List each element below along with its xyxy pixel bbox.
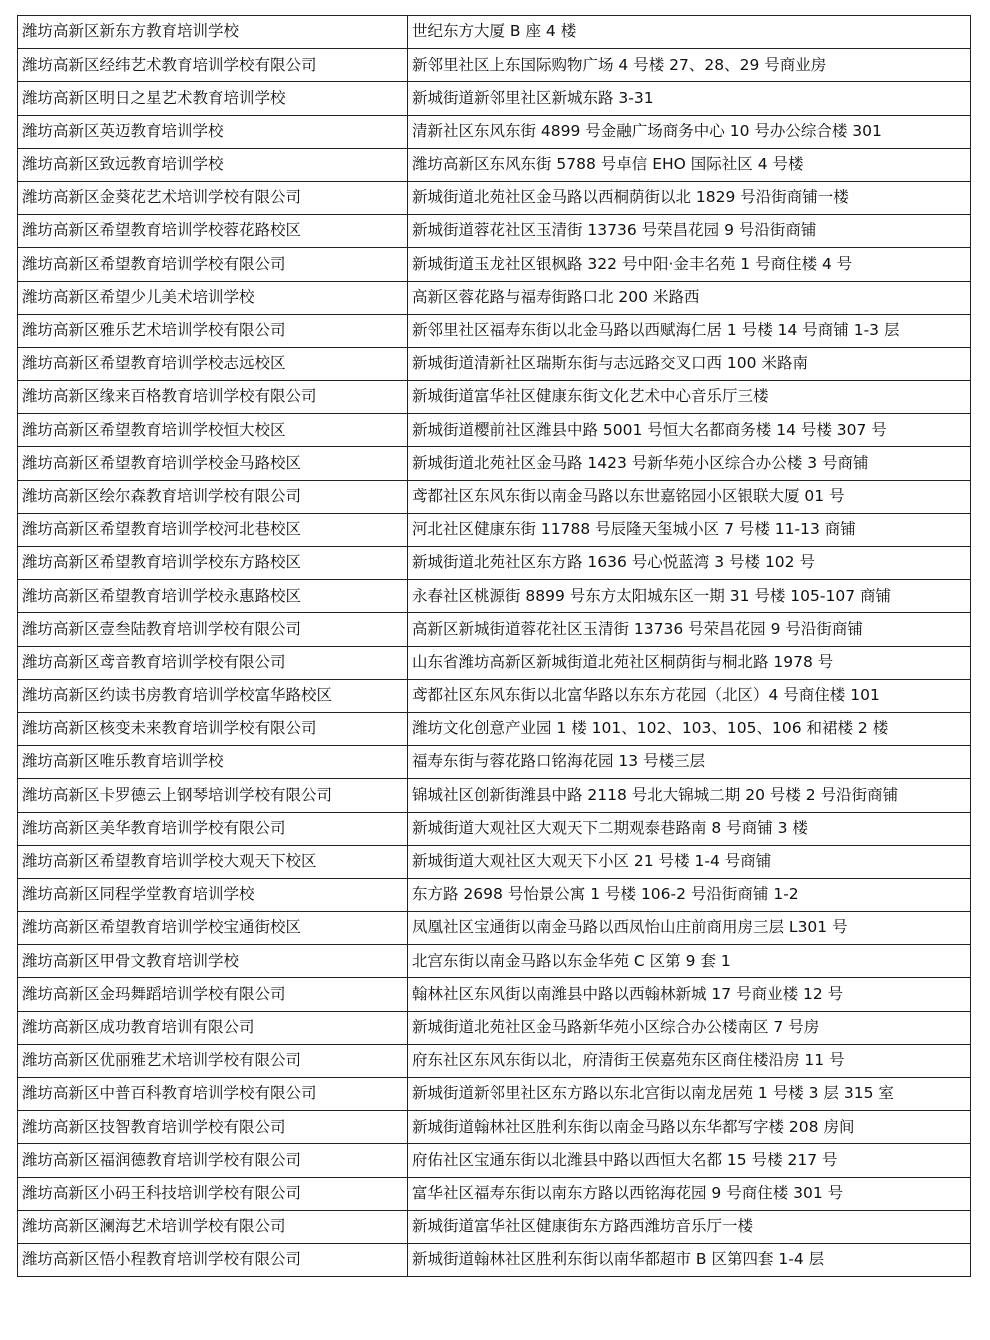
- table-row: [18, 646, 971, 679]
- school-address-cell: 新城街道樱前社区潍县中路 5001 号恒大名都商务楼 14 号楼 307 号: [408, 414, 971, 447]
- table-row: [18, 1044, 971, 1077]
- school-name-cell: 潍坊高新区希望教育培训学校金马路校区: [18, 447, 408, 480]
- school-address-cell: 世纪东方大厦 B 座 4 楼: [408, 16, 971, 49]
- school-name-cell: 潍坊高新区明日之星艺术教育培训学校: [18, 82, 408, 115]
- table-row: [18, 513, 971, 546]
- school-address-cell: 新城街道翰林社区胜利东街以南金马路以东华都写字楼 208 房间: [408, 1111, 971, 1144]
- school-name-cell: 潍坊高新区希望教育培训学校蓉花路校区: [18, 215, 408, 248]
- table-row: [18, 613, 971, 646]
- table-row: [18, 746, 971, 779]
- table-row: [18, 181, 971, 214]
- school-name-cell: 潍坊高新区壹叁陆教育培训学校有限公司: [18, 613, 408, 646]
- school-address-cell: 山东省潍坊高新区新城街道北苑社区桐荫街与桐北路 1978 号: [408, 646, 971, 679]
- school-name-cell: 潍坊高新区希望教育培训学校志远校区: [18, 347, 408, 380]
- school-address-cell: 鸢都社区东风东街以南金马路以东世嘉铭园小区银联大厦 01 号: [408, 480, 971, 513]
- table-row: [18, 1078, 971, 1111]
- table-row: [18, 1011, 971, 1044]
- school-name-cell: 潍坊高新区希望教育培训学校宝通街校区: [18, 912, 408, 945]
- table-row: [18, 679, 971, 712]
- school-address-cell: 高新区新城街道蓉花社区玉清街 13736 号荣昌花园 9 号沿街商铺: [408, 613, 971, 646]
- school-address-cell: 新城街道玉龙社区银枫路 322 号中阳·金丰名苑 1 号商住楼 4 号: [408, 248, 971, 281]
- table-row: [18, 381, 971, 414]
- school-name-cell: 潍坊高新区希望教育培训学校恒大校区: [18, 414, 408, 447]
- school-name-cell: 潍坊高新区约读书房教育培训学校富华路校区: [18, 679, 408, 712]
- school-address-cell: 鸢都社区东风东街以北富华路以东东方花园（北区）4 号商住楼 101: [408, 679, 971, 712]
- table-row: [18, 414, 971, 447]
- school-name-cell: 潍坊高新区澜海艺术培训学校有限公司: [18, 1210, 408, 1243]
- table-row: [18, 580, 971, 613]
- school-address-cell: 新城街道北苑社区金马路 1423 号新华苑小区综合办公楼 3 号商铺: [408, 447, 971, 480]
- school-name-cell: 潍坊高新区缘来百格教育培训学校有限公司: [18, 381, 408, 414]
- school-name-cell: 潍坊高新区核变未来教育培训学校有限公司: [18, 712, 408, 745]
- school-name-cell: 潍坊高新区绘尔森教育培训学校有限公司: [18, 480, 408, 513]
- table-row: [18, 1111, 971, 1144]
- table-row: [18, 978, 971, 1011]
- school-name-cell: 潍坊高新区优丽雅艺术培训学校有限公司: [18, 1044, 408, 1077]
- school-name-cell: 潍坊高新区卡罗德云上钢琴培训学校有限公司: [18, 779, 408, 812]
- school-name-cell: 潍坊高新区悟小程教育培训学校有限公司: [18, 1243, 408, 1276]
- table-row: [18, 148, 971, 181]
- school-name-cell: 潍坊高新区英迈教育培训学校: [18, 115, 408, 148]
- table-row: [18, 779, 971, 812]
- school-address-cell: 新城街道新邻里社区东方路以东北宫街以南龙居苑 1 号楼 3 层 315 室: [408, 1078, 971, 1111]
- school-name-cell: 潍坊高新区美华教育培训学校有限公司: [18, 812, 408, 845]
- table-row: [18, 49, 971, 82]
- table-row: [18, 115, 971, 148]
- table-row: [18, 878, 971, 911]
- table-row: [18, 480, 971, 513]
- school-address-cell: 新城街道北苑社区金马路新华苑小区综合办公楼南区 7 号房: [408, 1011, 971, 1044]
- school-name-cell: 潍坊高新区雅乐艺术培训学校有限公司: [18, 314, 408, 347]
- school-address-cell: 新城街道富华社区健康街东方路西潍坊音乐厅一楼: [408, 1210, 971, 1243]
- school-address-cell: 新城街道富华社区健康东街文化艺术中心音乐厅三楼: [408, 381, 971, 414]
- school-name-cell: 潍坊高新区金玛舞蹈培训学校有限公司: [18, 978, 408, 1011]
- school-name-cell: 潍坊高新区希望教育培训学校永惠路校区: [18, 580, 408, 613]
- school-name-cell: 潍坊高新区福润德教育培训学校有限公司: [18, 1144, 408, 1177]
- school-address-cell: 高新区蓉花路与福寿街路口北 200 米路西: [408, 281, 971, 314]
- table-row: [18, 447, 971, 480]
- table-row: [18, 248, 971, 281]
- table-row: [18, 712, 971, 745]
- table-row: [18, 347, 971, 380]
- school-name-cell: 潍坊高新区唯乐教育培训学校: [18, 746, 408, 779]
- school-name-cell: 潍坊高新区成功教育培训有限公司: [18, 1011, 408, 1044]
- school-name-cell: 潍坊高新区希望教育培训学校东方路校区: [18, 547, 408, 580]
- school-name-cell: 潍坊高新区希望教育培训学校大观天下校区: [18, 845, 408, 878]
- school-name-cell: 潍坊高新区金葵花艺术培训学校有限公司: [18, 181, 408, 214]
- school-address-cell: 新城街道北苑社区东方路 1636 号心悦蓝湾 3 号楼 102 号: [408, 547, 971, 580]
- school-address-cell: 东方路 2698 号怡景公寓 1 号楼 106-2 号沿街商铺 1-2: [408, 878, 971, 911]
- school-address-cell: 新城街道大观社区大观天下二期观泰巷路南 8 号商铺 3 楼: [408, 812, 971, 845]
- school-address-cell: 河北社区健康东街 11788 号辰隆天玺城小区 7 号楼 11-13 商铺: [408, 513, 971, 546]
- school-name-cell: 潍坊高新区同程学堂教育培训学校: [18, 878, 408, 911]
- table-row: [18, 812, 971, 845]
- school-address-cell: 翰林社区东风街以南潍县中路以西翰林新城 17 号商业楼 12 号: [408, 978, 971, 1011]
- table-row: [18, 845, 971, 878]
- school-address-cell: 富华社区福寿东街以南东方路以西铭海花园 9 号商住楼 301 号: [408, 1177, 971, 1210]
- school-name-cell: 潍坊高新区中普百科教育培训学校有限公司: [18, 1078, 408, 1111]
- table-row: [18, 82, 971, 115]
- school-address-cell: 清新社区东风东街 4899 号金融广场商务中心 10 号办公综合楼 301: [408, 115, 971, 148]
- school-name-cell: 潍坊高新区技智教育培训学校有限公司: [18, 1111, 408, 1144]
- table-row: [18, 215, 971, 248]
- school-address-cell: 锦城社区创新街潍县中路 2118 号北大锦城二期 20 号楼 2 号沿街商铺: [408, 779, 971, 812]
- school-address-cell: 新城街道大观社区大观天下小区 21 号楼 1-4 号商铺: [408, 845, 971, 878]
- table-row: [18, 1144, 971, 1177]
- school-address-cell: 新城街道清新社区瑞斯东街与志远路交叉口西 100 米路南: [408, 347, 971, 380]
- school-name-cell: 潍坊高新区希望教育培训学校有限公司: [18, 248, 408, 281]
- school-name-cell: 潍坊高新区希望教育培训学校河北巷校区: [18, 513, 408, 546]
- school-address-cell: 新城街道蓉花社区玉清街 13736 号荣昌花园 9 号沿街商铺: [408, 215, 971, 248]
- school-address-cell: 永春社区桃源街 8899 号东方太阳城东区一期 31 号楼 105-107 商铺: [408, 580, 971, 613]
- table-row: [18, 281, 971, 314]
- school-address-cell: 府佑社区宝通东街以北潍县中路以西恒大名都 15 号楼 217 号: [408, 1144, 971, 1177]
- school-name-cell: 潍坊高新区致远教育培训学校: [18, 148, 408, 181]
- school-name-cell: 潍坊高新区鸢音教育培训学校有限公司: [18, 646, 408, 679]
- table-row: [18, 1210, 971, 1243]
- school-address-cell: 潍坊文化创意产业园 1 楼 101、102、103、105、106 和裙楼 2 楼: [408, 712, 971, 745]
- school-address-cell: 新城街道新邻里社区新城东路 3-31: [408, 82, 971, 115]
- school-address-cell: 新邻里社区上东国际购物广场 4 号楼 27、28、29 号商业房: [408, 49, 971, 82]
- table-row: [18, 945, 971, 978]
- table-row: [18, 16, 971, 49]
- table-body: [18, 16, 971, 1277]
- table-row: [18, 912, 971, 945]
- school-name-cell: 潍坊高新区甲骨文教育培训学校: [18, 945, 408, 978]
- table-row: [18, 314, 971, 347]
- school-address-cell: 府东社区东风东街以北，府清街王侯嘉苑东区商住楼沿房 11 号: [408, 1044, 971, 1077]
- school-name-cell: 潍坊高新区经纬艺术教育培训学校有限公司: [18, 49, 408, 82]
- school-name-cell: 潍坊高新区希望少儿美术培训学校: [18, 281, 408, 314]
- school-name-cell: 潍坊高新区新东方教育培训学校: [18, 16, 408, 49]
- table-row: [18, 1177, 971, 1210]
- school-address-cell: 凤凰社区宝通街以南金马路以西凤怡山庄前商用房三层 L301 号: [408, 912, 971, 945]
- school-address-cell: 北宫东街以南金马路以东金华苑 C 区第 9 套 1: [408, 945, 971, 978]
- school-address-cell: 新城街道翰林社区胜利东街以南华都超市 B 区第四套 1-4 层: [408, 1243, 971, 1276]
- school-address-table: [17, 15, 971, 1277]
- school-name-cell: 潍坊高新区小码王科技培训学校有限公司: [18, 1177, 408, 1210]
- school-address-cell: 新城街道北苑社区金马路以西桐荫街以北 1829 号沿街商铺一楼: [408, 181, 971, 214]
- school-address-cell: 潍坊高新区东风东街 5788 号卓信 EHO 国际社区 4 号楼: [408, 148, 971, 181]
- table-row: [18, 547, 971, 580]
- table-row: [18, 1243, 971, 1276]
- school-address-cell: 新邻里社区福寿东街以北金马路以西赋海仁居 1 号楼 14 号商铺 1-3 层: [408, 314, 971, 347]
- school-address-cell: 福寿东街与蓉花路口铭海花园 13 号楼三层: [408, 746, 971, 779]
